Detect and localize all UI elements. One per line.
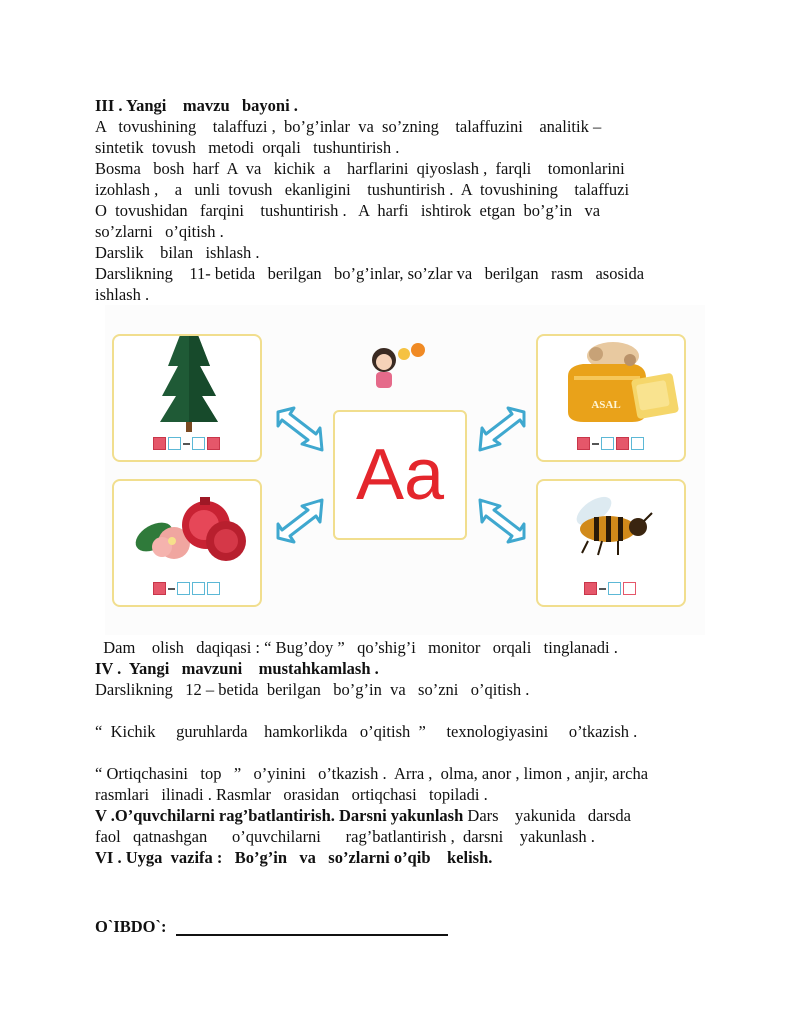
girl-icon <box>368 342 432 392</box>
heading-continuation: Dars yakunida darsda <box>463 806 631 825</box>
heading-text: V .O’quvchilarni rag’batlantirish. Darsni yakunlash <box>95 806 464 825</box>
paragraph-line: Dam olish daqiqasi : “ Bug’doy ” qo’shig’i monitor orqali tinglanadi . <box>95 638 618 657</box>
syllable-scheme <box>538 582 684 595</box>
letter-aa: Aa <box>355 435 445 515</box>
paragraph-line: sintetik tovush metodi orqali tushuntirish . <box>95 138 400 157</box>
section-heading-4: IV . Yangi mavzuni mustahkamlash . <box>95 659 379 678</box>
card-archa <box>112 334 262 462</box>
paragraph-line: ishlash . <box>95 285 150 304</box>
paragraph-line: Darslik bilan ishlash . <box>95 243 260 262</box>
paragraph-line: “ Kichik guruhlarda hamkorlikda o’qitish ” texnologiyasini o’tkazish . <box>95 722 638 741</box>
paragraph-line: Darslikning 12 – betida berilgan bo’g’in va so’zni o’qitish . <box>95 680 530 699</box>
section-heading-3: III . Yangi mavzu bayoni . <box>95 96 298 115</box>
signature-line <box>176 934 448 936</box>
paragraph-line: rasmlari ilinadi . Rasmlar orasidan ortiqchasi topiladi . <box>95 785 488 804</box>
syllable-scheme <box>538 437 684 450</box>
section-heading-5 <box>95 805 631 826</box>
syllable-scheme <box>114 437 260 450</box>
arrow-icon <box>270 400 330 460</box>
syllable-scheme <box>114 582 260 595</box>
paragraph-line: faol qatnashgan o’quvchilarni rag’batlantirish , darsni yakunlash . <box>95 827 595 846</box>
honey-label: ASAL <box>591 399 621 411</box>
paragraph-line: Bosma bosh harf A va kichik a harflarini qiyoslash , farqli tomonlarini <box>95 159 625 178</box>
arrow-icon <box>270 490 330 550</box>
arrow-icon <box>472 490 532 550</box>
paragraph-line: A tovushining talaffuzi , bo’g’inlar va so’zning talaffuzini analitik – <box>95 117 602 136</box>
arrow-icon <box>472 400 532 460</box>
paragraph-line: izohlash , a unli tovush ekanligini tushuntirish . A tovushining talaffuzi <box>95 180 630 199</box>
card-asal <box>536 334 686 462</box>
card-ari <box>536 479 686 607</box>
section-heading-6: VI . Uyga vazifa : Bo’g’in va so’zlarni o’qib kelish. <box>95 848 493 867</box>
center-letter-card <box>333 410 467 540</box>
card-anor <box>112 479 262 607</box>
paragraph-line: “ Ortiqchasini top ” o’yinini o’tkazish . Arra , olma, anor , limon , anjir, archa <box>95 764 649 783</box>
paragraph-line: so’zlarni o’qitish . <box>95 222 224 241</box>
paragraph-line: Darslikning 11- betida berilgan bo’g’inlar, so’zlar va berilgan rasm asosida <box>95 264 645 283</box>
signature-label: O`IBDO`: <box>95 917 167 936</box>
paragraph-line: O tovushidan farqini tushuntirish . A harfi ishtirok etgan bo’g’in va <box>95 201 601 220</box>
